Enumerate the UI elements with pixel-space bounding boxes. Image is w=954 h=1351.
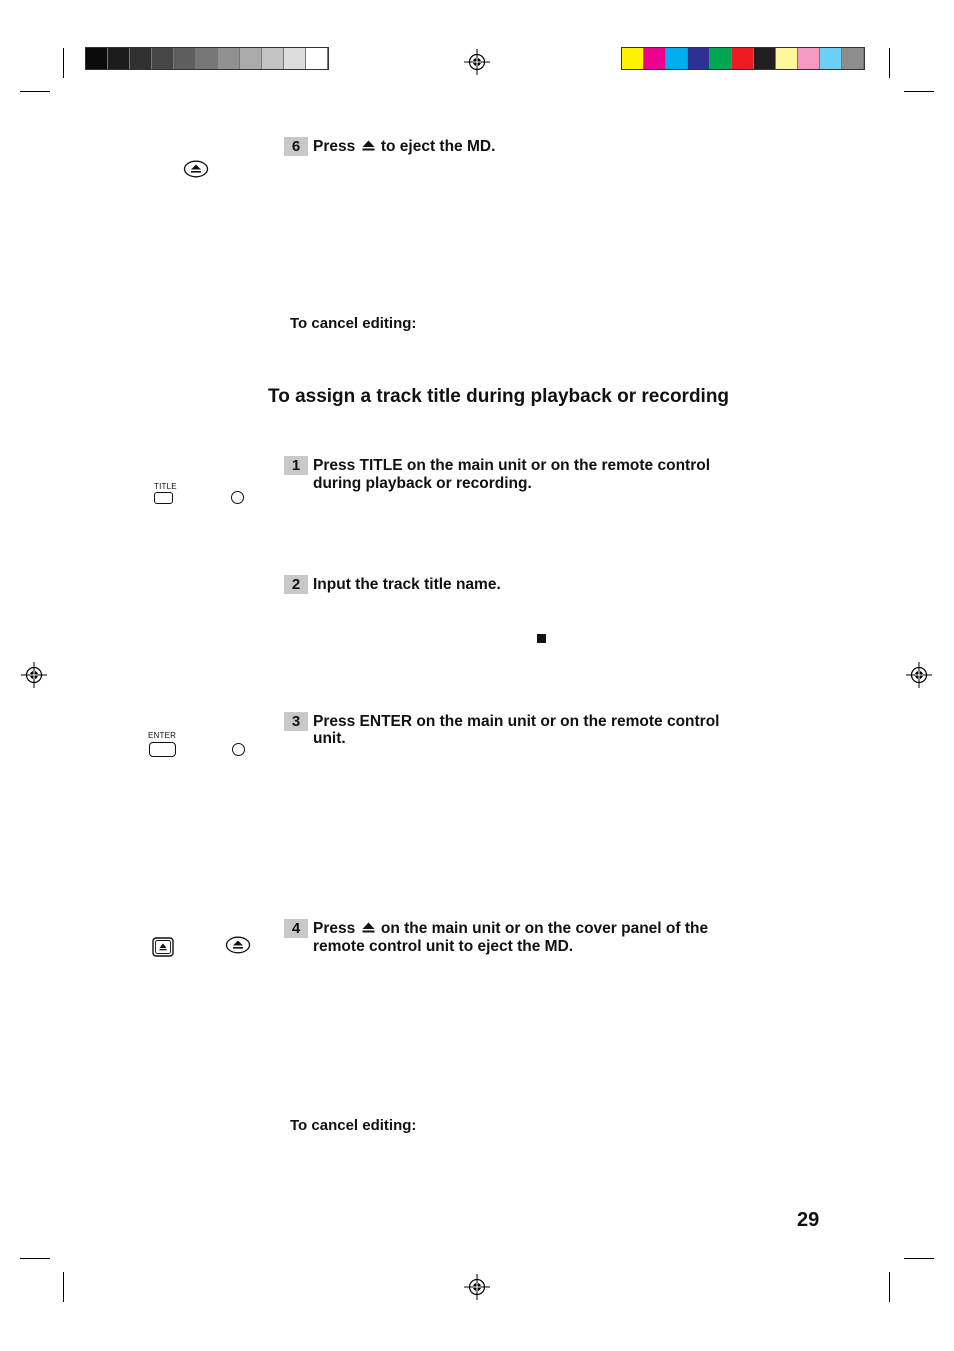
step-3-instruction (313, 713, 720, 748)
color-swatch (710, 48, 732, 69)
step-number: 3 (284, 712, 308, 731)
title-button-label: TITLE (154, 482, 177, 491)
remote-indicator-icon (231, 491, 244, 504)
color-swatch (754, 48, 776, 69)
step-number: 2 (284, 575, 308, 594)
step-6-instruction (313, 138, 495, 156)
cancel-editing-label: To cancel editing: (290, 1117, 417, 1134)
crop-mark (904, 1258, 934, 1259)
color-swatch (108, 48, 130, 69)
crop-mark (904, 91, 934, 92)
step-text: Press (313, 138, 356, 155)
section-heading: To assign a track title during playback or recording (268, 386, 730, 407)
enter-button-label: ENTER (148, 731, 177, 740)
color-swatch (798, 48, 820, 69)
step-text: remote control unit to eject the MD. (313, 938, 574, 955)
eject-main-unit-icon (152, 937, 174, 957)
page-number: 29 (797, 1209, 820, 1231)
step-text: on the main unit or on the cover panel of the (380, 920, 709, 937)
step-text: unit. (313, 730, 346, 747)
color-swatch (688, 48, 710, 69)
registration-mark-icon (21, 662, 47, 688)
color-swatch (130, 48, 152, 69)
step-4-instruction (313, 920, 708, 956)
color-swatch (262, 48, 284, 69)
color-swatch (776, 48, 798, 69)
step-text: Press (313, 920, 356, 937)
crop-mark (20, 91, 50, 92)
step-number: 4 (284, 919, 308, 938)
eject-icon (362, 922, 375, 934)
color-swatch (152, 48, 174, 69)
eject-remote-icon (225, 936, 251, 954)
step-text: to eject the MD. (380, 138, 496, 155)
color-swatch (240, 48, 262, 69)
color-swatch (732, 48, 754, 69)
step-text: Press ENTER on the main unit or on the remote control (313, 713, 720, 730)
step-1-instruction (313, 457, 710, 493)
crop-mark (63, 1272, 64, 1302)
crop-mark (889, 1272, 890, 1302)
step-text: Press TITLE on the main unit or on the remote control (313, 457, 711, 474)
grayscale-calibration-bar (85, 47, 329, 70)
crop-mark (889, 48, 890, 78)
cancel-editing-label: To cancel editing: (290, 315, 417, 332)
step-number: 6 (284, 137, 308, 156)
crop-mark (63, 48, 64, 78)
remote-indicator-icon (232, 743, 245, 756)
title-button-icon (154, 492, 173, 504)
color-swatch (284, 48, 306, 69)
registration-mark-icon (464, 49, 490, 75)
color-swatch (174, 48, 196, 69)
eject-button-icon (183, 160, 209, 178)
eject-icon (362, 140, 375, 152)
color-swatch (820, 48, 842, 69)
color-swatch (644, 48, 666, 69)
color-swatch (622, 48, 644, 69)
color-swatch (196, 48, 218, 69)
color-swatch (842, 48, 864, 69)
registration-mark-icon (906, 662, 932, 688)
step-number: 1 (284, 456, 308, 475)
color-swatch (218, 48, 240, 69)
color-swatch (666, 48, 688, 69)
color-swatch (306, 48, 328, 69)
bullet-square-icon (537, 634, 546, 643)
enter-button-icon (149, 742, 176, 757)
registration-mark-icon (464, 1274, 490, 1300)
crop-mark (20, 1258, 50, 1259)
step-2-instruction: Input the track title name. (313, 576, 501, 593)
color-swatch (86, 48, 108, 69)
step-text: during playback or recording. (313, 475, 532, 492)
color-calibration-bar (621, 47, 865, 70)
